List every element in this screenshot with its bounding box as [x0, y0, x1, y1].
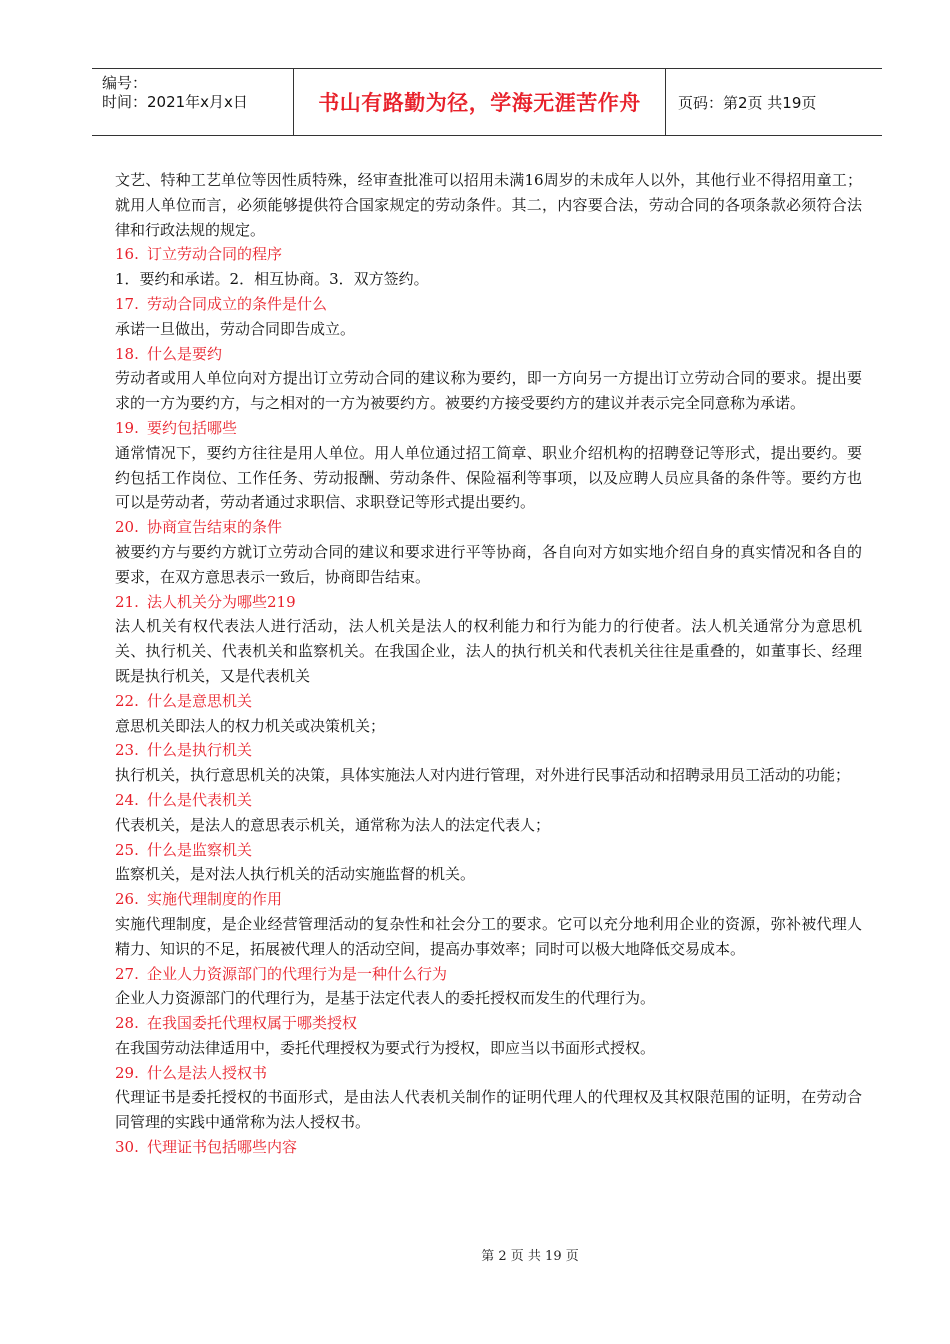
- serial-label: 编号：: [102, 74, 148, 92]
- question-title: 要约包括哪些: [147, 418, 238, 437]
- question-number: 21.: [115, 592, 139, 611]
- answer-paragraph: 劳动者或用人单位向对方提出订立劳动合同的建议称为要约，即一方向另一方提出订立劳动合同的要求。提出要求的一方为要约方，与之相对的一方为被要约方。被要约方接受要约方的建议并表示完全同意称为承诺。: [115, 369, 862, 413]
- date-label: 时间：2021年x月x日: [102, 93, 248, 111]
- question-number: 16.: [115, 245, 139, 264]
- question-heading: [115, 689, 862, 714]
- question-number: 23.: [115, 741, 139, 760]
- answer-paragraph: 在我国劳动法律适用中，委托代理授权为要式行为授权，即应当以书面形式授权。: [115, 1038, 656, 1057]
- question-heading: [115, 342, 862, 367]
- answer-paragraph: 通常情况下，要约方往往是用人单位。用人单位通过招工简章、职业介绍机构的招聘登记等形式，提出要约。要约包括工作岗位、工作任务、劳动报酬、劳动条件、保险福利等事项，以及应聘人员应具备的条件等。要约方也可以是劳动者，劳动者通过求职信、求职登记等形式提出要约。: [115, 443, 862, 512]
- question-title: 企业人力资源部门的代理行为是一种什么行为: [147, 964, 448, 983]
- page-footer: 第 2 页 共 19 页: [481, 1249, 579, 1264]
- question-number: 25.: [115, 840, 139, 859]
- question-number: 19.: [115, 418, 139, 437]
- question-number: 17.: [115, 294, 139, 313]
- question-number: 27.: [115, 964, 139, 983]
- answer-paragraph: 执行机关，执行意思机关的决策，具体实施法人对内进行管理，对外进行民事活动和招聘录用员工活动的功能；: [115, 766, 851, 785]
- question-heading: [115, 590, 862, 615]
- answer-paragraph: 代表机关，是法人的意思表示机关，通常称为法人的法定代表人；: [115, 815, 551, 834]
- question-title: 协商宣告结束的条件: [147, 518, 283, 537]
- question-heading: [115, 416, 862, 441]
- question-number: 18.: [115, 344, 139, 363]
- question-title: 代理证书包括哪些内容: [147, 1138, 298, 1157]
- question-heading: [115, 738, 862, 763]
- answer-paragraph: 实施代理制度，是企业经营管理活动的复杂性和社会分工的要求。它可以充分地利用企业的资源，弥补被代理人精力、知识的不足，拓展被代理人的活动空间，提高办事效率；同时可以极大地降低交易成本。: [115, 914, 862, 958]
- question-title: 法人机关分为哪些219: [147, 592, 296, 611]
- question-title: 订立劳动合同的程序: [147, 245, 283, 264]
- page-header: [92, 68, 882, 136]
- question-title: 什么是监察机关: [147, 840, 253, 859]
- answer-paragraph: 承诺一旦做出，劳动合同即告成立。: [115, 319, 356, 338]
- answer-paragraph: 意思机关即法人的权力机关或决策机关；: [115, 716, 386, 735]
- document-body: [115, 168, 862, 1160]
- question-title: 什么是意思机关: [147, 691, 253, 710]
- header-info-cell: [92, 69, 294, 135]
- header-page-label: 页码：第2页 共19页: [678, 93, 817, 112]
- question-title: 实施代理制度的作用: [147, 890, 283, 909]
- question-number: 30.: [115, 1138, 139, 1157]
- header-motto: 书山有路勤为径，学海无涯苦作舟: [294, 69, 666, 135]
- answer-paragraph: 企业人力资源部门的代理行为，是基于法定代表人的委托授权而发生的代理行为。: [115, 989, 656, 1008]
- question-number: 29.: [115, 1063, 139, 1082]
- answer-paragraph: 被要约方与要约方就订立劳动合同的建议和要求进行平等协商，各自向对方如实地介绍自身的真实情况和各自的要求，在双方意思表示一致后，协商即告结束。: [115, 542, 862, 586]
- question-title: 什么是要约: [147, 344, 223, 363]
- answer-paragraph: 监察机关，是对法人执行机关的活动实施监督的机关。: [115, 865, 476, 884]
- question-number: 20.: [115, 518, 139, 537]
- question-number: 26.: [115, 890, 139, 909]
- intro-paragraph: 文艺、特种工艺单位等因性质特殊，经审查批准可以招用未满16周岁的未成年人以外，其他行业不得招用童工；就用人单位而言，必须能够提供符合国家规定的劳动条件。其二，内容要合法，劳动合同的各项条款必须符合法律和行政法规的规定。: [115, 171, 862, 239]
- question-title: 在我国委托代理权属于哪类授权: [147, 1014, 358, 1033]
- question-heading: [115, 515, 862, 540]
- question-title: 什么是法人授权书: [147, 1063, 268, 1082]
- answer-paragraph: 1．要约和承诺。2．相互协商。3．双方签约。: [115, 270, 429, 289]
- question-heading: [115, 838, 862, 863]
- answer-paragraph: 法人机关有权代表法人进行活动，法人机关是法人的权利能力和行为能力的行使者。法人机关通常分为意思机关、执行机关、代表机关和监察机关。在我国企业，法人的执行机关和代表机关往往是重叠的，如董事长、经理既是执行机关，又是代表机关: [115, 617, 862, 685]
- question-heading: [115, 887, 862, 912]
- question-heading: [115, 788, 862, 813]
- question-number: 24.: [115, 790, 139, 809]
- question-title: 劳动合同成立的条件是什么: [147, 294, 328, 313]
- question-number: 28.: [115, 1014, 139, 1033]
- question-heading: [115, 1061, 862, 1086]
- question-title: 什么是执行机关: [147, 741, 253, 760]
- question-heading: [115, 1011, 862, 1036]
- question-number: 22.: [115, 691, 139, 710]
- question-heading: [115, 1135, 862, 1160]
- question-title: 什么是代表机关: [147, 790, 253, 809]
- question-heading: [115, 242, 862, 267]
- question-heading: [115, 962, 862, 987]
- answer-paragraph: 代理证书是委托授权的书面形式，是由法人代表机关制作的证明代理人的代理权及其权限范围的证明，在劳动合同管理的实践中通常称为法人授权书。: [115, 1088, 862, 1132]
- question-heading: [115, 292, 862, 317]
